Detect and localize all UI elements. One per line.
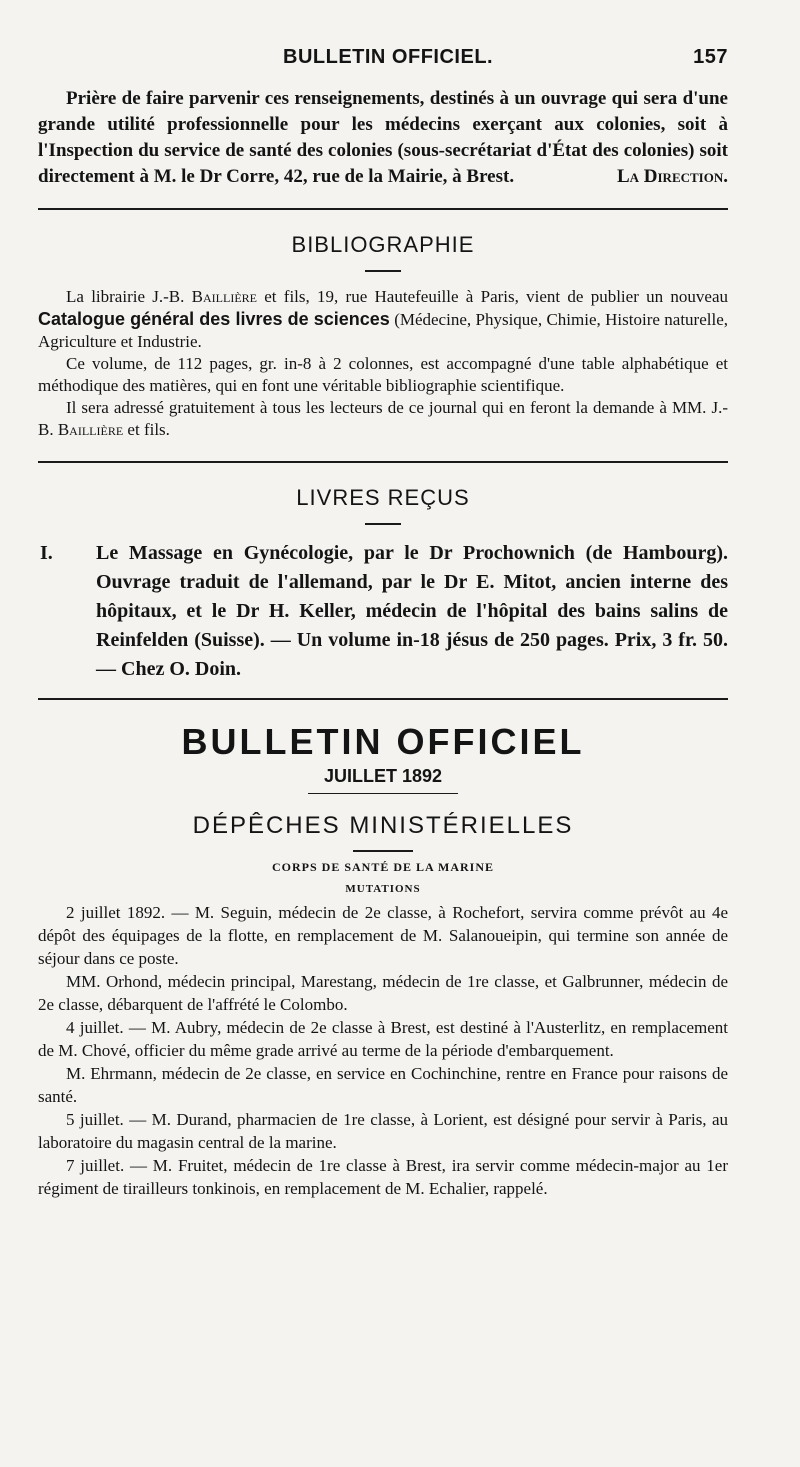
notice-block	[38, 86, 728, 190]
section-divider	[38, 461, 728, 463]
month-rule	[308, 793, 458, 794]
depeches-heading: DÉPÊCHES MINISTÉRIELLES	[192, 812, 574, 839]
heading-rule	[365, 523, 401, 525]
mutations-list	[38, 901, 728, 1200]
heading-rule	[353, 850, 413, 852]
mutation-entry: 5 juillet. — M. Durand, pharmacien de 1re classe, à Lorient, est désigné pour servir à Paris, au laboratoire du magasin central de la marine.	[38, 1110, 728, 1152]
livre-number: I.	[40, 542, 53, 564]
bibliographie-paragraph-3: Il sera adressé gratuitement à tous les lecteurs de ce journal qui en feront la demande à MM. J.-B. Baillière et fils.	[38, 398, 728, 439]
livre-text: Le Massage en Gynécologie, par le Dr Prochownich (de Hambourg). Ouvrage traduit de l'allemand, par le Dr E. Mitot, ancien interne des hôpitaux, et le Dr H. Keller, médecin de l'hôpital des bains salins de Reinfelden (Suisse). — Un volume in-18 jésus de 250 pages. Prix, 3 fr. 50. — Chez O. Doin.	[96, 542, 728, 680]
bibliographie-paragraph-1: La librairie J.-B. Baillière et fils, 19, rue Hautefeuille à Paris, vient de publier un nouveau Catalogue général des livres de sciences (Médecine, Physique, Chimie, Histoire naturelle, Agriculture et Industrie.	[38, 287, 729, 351]
mutation-entry: 4 juillet. — M. Aubry, médecin de 2e classe à Brest, est destiné à l'Austerlitz, en remplacement de M. Chové, officier du même grade arrivé au terme de la période d'embarquement.	[38, 1018, 728, 1060]
bibliographie-paragraph-2: Ce volume, de 112 pages, gr. in-8 à 2 colonnes, est accompagné d'une table alphabétique et méthodique des matières, qui en font une véritable bibliographie scientifique.	[38, 354, 728, 395]
livre-entry	[38, 539, 728, 684]
section-divider	[38, 698, 728, 700]
running-title: BULLETIN OFFICIEL.	[283, 46, 494, 68]
document-page	[38, 40, 728, 1200]
mutation-entry: 2 juillet 1892. — M. Seguin, médecin de 2e classe, à Rochefort, servira comme prévôt au 4e dépôt des équipages de la flotte, en remplacement de M. Salanoueipin, qui termine son année de séjour dans ce poste.	[38, 903, 728, 968]
bulletin-title: BULLETIN OFFICIEL	[181, 721, 585, 762]
mutations-heading: MUTATIONS	[345, 883, 421, 895]
corps-heading: CORPS DE SANTÉ DE LA MARINE	[271, 860, 495, 874]
running-header	[38, 40, 728, 74]
notice-paragraph: Prière de faire parvenir ces renseignements, destinés à un ouvrage qui sera d'une grande utilité professionnelle pour les médecins exerçant aux colonies, soit à l'Inspection du service de santé des colonies (sous-secrétariat d'État des colonies) soit directement à M. le Dr Corre, 42, rue de la Mairie, à Brest.	[38, 88, 728, 187]
notice-signature: La Direction.	[616, 166, 728, 187]
mutation-entry: M. Ehrmann, médecin de 2e classe, en service en Cochinchine, rentre en France pour raisons de santé.	[38, 1064, 728, 1106]
page-number: 157	[693, 46, 728, 68]
bibliographie-heading: BIBLIOGRAPHIE	[291, 232, 475, 257]
bibliographie-block	[38, 286, 728, 441]
heading-rule	[365, 270, 401, 272]
section-divider	[38, 208, 728, 210]
mutation-entry: 7 juillet. — M. Fruitet, médecin de 1re classe à Brest, ira servir comme médecin-major au 1er régiment de tirailleurs tonkinois, en remplacement de M. Echalier, rappelé.	[38, 1156, 728, 1198]
bulletin-month: JUILLET 1892	[323, 766, 443, 786]
mutation-entry: MM. Orhond, médecin principal, Marestang, médecin de 1re classe, et Galbrunner, médecin de 2e classe, débarquent de l'affrété le Colombo.	[38, 972, 728, 1014]
catalogue-title: Catalogue général des livres de sciences	[38, 309, 390, 329]
livres-heading: LIVRES REÇUS	[296, 485, 470, 510]
